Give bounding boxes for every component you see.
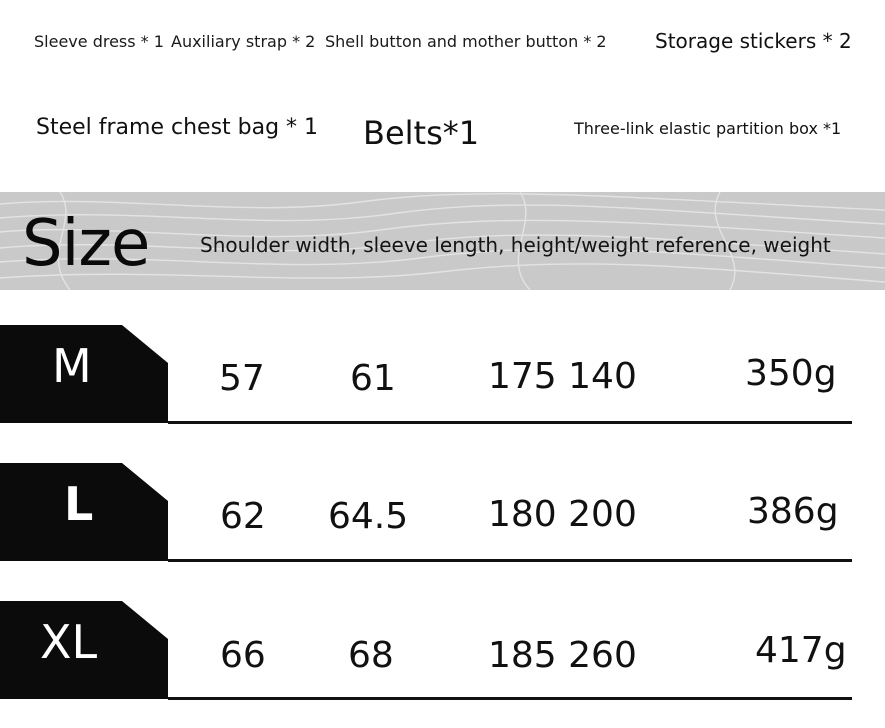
accessory-storage-stickers: Storage stickers * 2 (655, 29, 852, 53)
size-row-m (0, 325, 885, 425)
height-weight-reference: 175 140 (488, 356, 637, 397)
sleeve-length: 68 (348, 635, 394, 676)
size-label: M (52, 339, 92, 393)
size-title: Size (22, 207, 150, 281)
shoulder-width: 57 (219, 358, 265, 399)
accessory-auxiliary-strap: Auxiliary strap * 2 (171, 32, 316, 51)
accessory-belts: Belts*1 (363, 114, 480, 152)
shoulder-width: 66 (220, 635, 266, 676)
size-label: XL (40, 615, 98, 669)
weight-value: 350g (745, 353, 837, 394)
sleeve-length: 64.5 (328, 496, 409, 537)
accessory-partition-box: Three-link elastic partition box *1 (574, 119, 842, 138)
weight-value: 386g (747, 491, 839, 532)
weight-value: 417g (755, 630, 847, 671)
size-label: L (64, 477, 94, 531)
accessory-steel-frame-bag: Steel frame chest bag * 1 (36, 115, 319, 140)
size-row-l (0, 463, 885, 563)
size-description: Shoulder width, sleeve length, height/weight reference, weight (200, 233, 831, 257)
height-weight-reference: 185 260 (488, 635, 637, 676)
sleeve-length: 61 (350, 358, 396, 399)
row-divider (168, 421, 852, 424)
size-row-xl (0, 601, 885, 701)
row-divider (168, 697, 852, 700)
accessory-sleeve-dress: Sleeve dress * 1 (34, 32, 164, 51)
accessory-shell-button: Shell button and mother button * 2 (325, 32, 607, 51)
shoulder-width: 62 (220, 496, 266, 537)
row-divider (168, 559, 852, 562)
height-weight-reference: 180 200 (488, 494, 637, 535)
